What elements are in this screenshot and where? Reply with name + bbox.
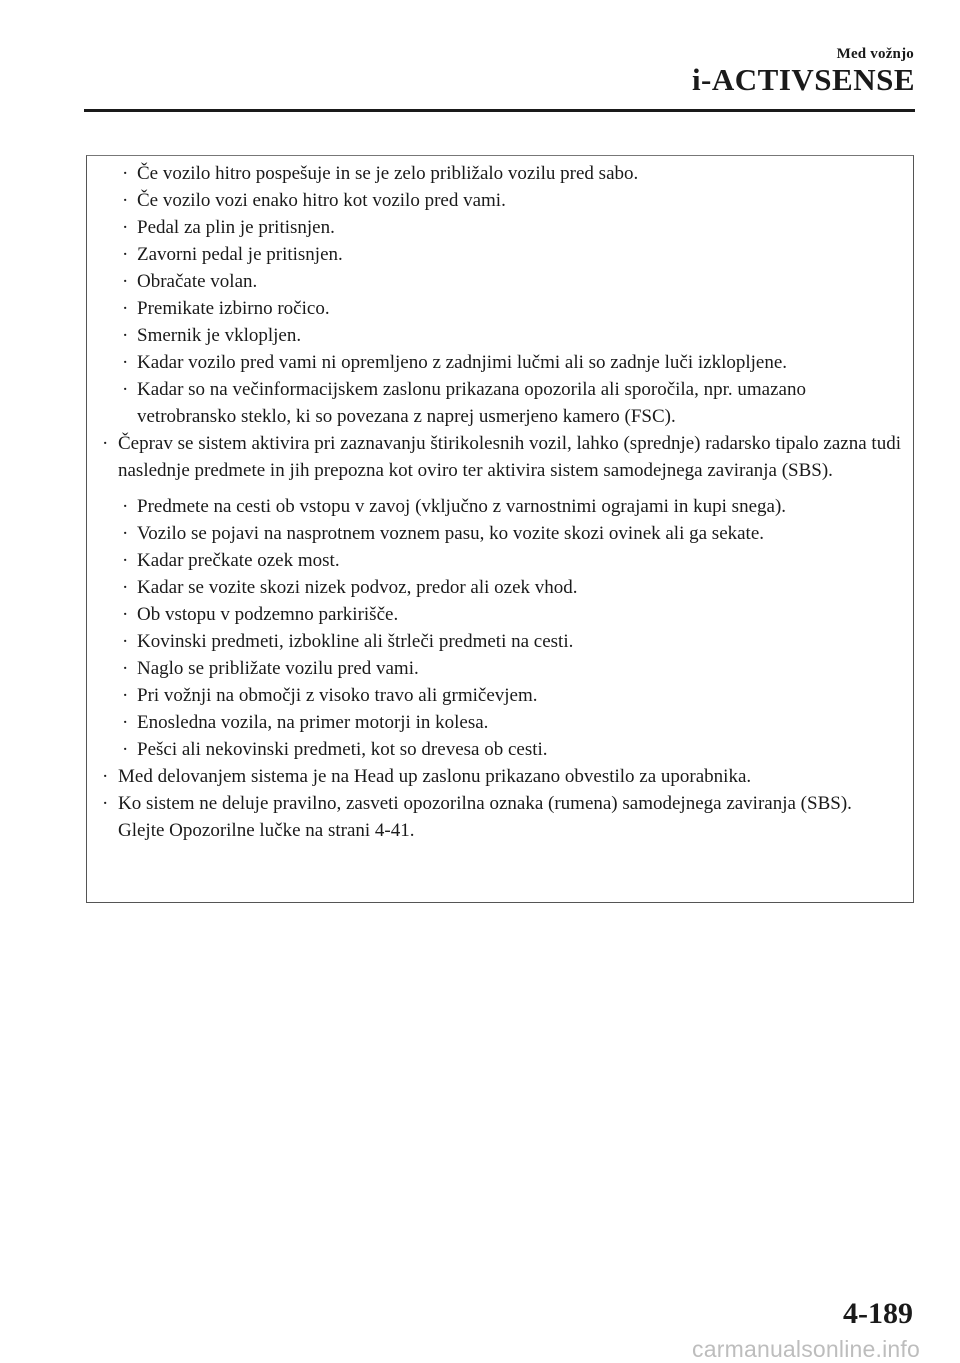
paragraph-list-radar — [102, 430, 906, 484]
bullet-dot: · — [122, 685, 129, 706]
watermark: carmanualsonline.info — [692, 1336, 920, 1362]
list-item: · Predmete na cesti ob vstopu v zavoj (vključno z varnostnimi ograjami in kupi snega). — [102, 493, 906, 520]
list-item: · Kadar so na večinformacijskem zaslonu prikazana opozorila ali sporočila, npr. umazano vetrobransko steklo, ki so povezana z naprej usmerjeno kamero (FSC). — [102, 376, 906, 430]
bullet-dot: · — [122, 298, 129, 319]
section-title: Med vožnjo — [836, 46, 914, 62]
list-item: · Če vozilo hitro pospešuje in se je zelo približalo vozilu pred sabo. — [102, 160, 906, 187]
bullet-dot: · — [122, 325, 129, 346]
list-item: · Ob vstopu v podzemno parkirišče. — [102, 601, 906, 628]
bullet-dot: · — [122, 163, 129, 184]
bullet-dot: · — [122, 379, 129, 400]
radar-paragraph: Čeprav se sistem aktivira pri zaznavanju štirikolesnih vozil, lahko (sprednje) radarsko tipalo zazna tudi naslednje predmete in jih prepozna kot oviro ter aktivira sistem samodejnega zaviranja (SBS). — [118, 433, 901, 481]
list-item: · Kadar se vozite skozi nizek podvoz, predor ali ozek vhod. — [102, 574, 906, 601]
caution-content — [102, 160, 906, 844]
bullet-dot: · — [102, 766, 109, 787]
bullet-dot: · — [122, 712, 129, 733]
list-item: · Kadar prečkate ozek most. — [102, 547, 906, 574]
bullet-dot: · — [122, 190, 129, 211]
malfunction-paragraph: Ko sistem ne deluje pravilno, zasveti opozorilna oznaka (rumena) samodejnega zaviranja (SBS). — [118, 793, 852, 814]
paragraph-list-final — [102, 763, 906, 844]
bullet-dot: · — [102, 793, 109, 814]
list-item: · Kadar vozilo pred vami ni opremljeno z zadnjimi lučmi ali so zadnje luči izklopljene. — [102, 349, 906, 376]
list-item: · Enosledna vozila, na primer motorji in kolesa. — [102, 709, 906, 736]
list-item: · Smernik je vklopljen. — [102, 322, 906, 349]
bullet-dot: · — [122, 739, 129, 760]
bullet-dot: · — [122, 523, 129, 544]
condition-list-b — [102, 493, 906, 763]
header-rule — [84, 109, 915, 112]
list-item — [102, 790, 906, 844]
bullet-dot: · — [122, 631, 129, 652]
page-number: 4-189 — [843, 1297, 913, 1330]
bullet-dot: · — [122, 658, 129, 679]
bullet-dot: · — [122, 271, 129, 292]
list-item: · Kovinski predmeti, izbokline ali štrleči predmeti na cesti. — [102, 628, 906, 655]
list-item: · Obračate volan. — [102, 268, 906, 295]
chapter-title: i-ACTIVSENSE — [691, 62, 915, 97]
list-item — [102, 763, 906, 790]
bullet-dot: · — [122, 496, 129, 517]
bullet-dot: · — [122, 244, 129, 265]
bullet-dot: · — [102, 433, 109, 454]
bullet-dot: · — [122, 217, 129, 238]
bullet-dot: · — [122, 550, 129, 571]
list-item: · Pedal za plin je pritisnjen. — [102, 214, 906, 241]
list-item: · Pešci ali nekovinski predmeti, kot so drevesa ob cesti. — [102, 736, 906, 763]
list-item: · Zavorni pedal je pritisnjen. — [102, 241, 906, 268]
bullet-dot: · — [122, 604, 129, 625]
list-item: · Premikate izbirno ročico. — [102, 295, 906, 322]
list-item — [102, 430, 906, 484]
bullet-dot: · — [122, 352, 129, 373]
list-item: · Pri vožnji na območji z visoko travo ali grmičevjem. — [102, 682, 906, 709]
bullet-dot: · — [122, 577, 129, 598]
hud-paragraph: Med delovanjem sistema je na Head up zaslonu prikazano obvestilo za uporabnika. — [118, 766, 752, 787]
list-item: · Če vozilo vozi enako hitro kot vozilo pred vami. — [102, 187, 906, 214]
list-item: · Vozilo se pojavi na nasprotnem voznem pasu, ko vozite skozi ovinek ali ga sekate. — [102, 520, 906, 547]
condition-list-a — [102, 160, 906, 430]
page-reference: Glejte Opozorilne lučke na strani 4-41. — [118, 820, 415, 841]
list-item: · Naglo se približate vozilu pred vami. — [102, 655, 906, 682]
